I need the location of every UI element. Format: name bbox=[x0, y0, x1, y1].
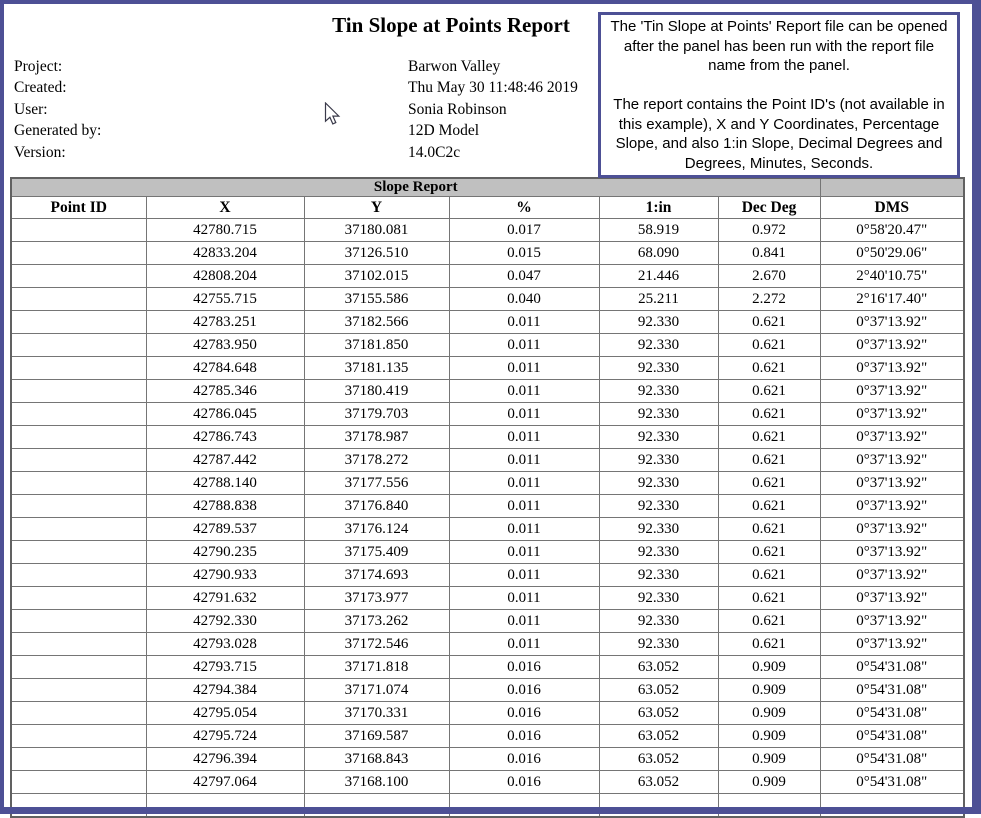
cell-dec_deg bbox=[718, 794, 820, 818]
cell-one_in: 25.211 bbox=[599, 288, 718, 311]
cell-dms: 0°54'31.08" bbox=[820, 748, 964, 771]
table-row bbox=[11, 449, 964, 472]
cell-dms: 0°37'13.92" bbox=[820, 334, 964, 357]
table-row bbox=[11, 357, 964, 380]
cell-dec_deg: 0.972 bbox=[718, 219, 820, 242]
table-row bbox=[11, 564, 964, 587]
cell-dms: 0°37'13.92" bbox=[820, 311, 964, 334]
cell-one_in: 92.330 bbox=[599, 633, 718, 656]
cell-one_in: 92.330 bbox=[599, 403, 718, 426]
table-row bbox=[11, 610, 964, 633]
cell-pct bbox=[449, 794, 599, 818]
cell-dec_deg: 0.621 bbox=[718, 403, 820, 426]
cell-y: 37181.135 bbox=[304, 357, 449, 380]
cell-dec_deg: 0.621 bbox=[718, 426, 820, 449]
cell-dms: 2°40'10.75" bbox=[820, 265, 964, 288]
cell-pct: 0.016 bbox=[449, 725, 599, 748]
table-row bbox=[11, 495, 964, 518]
cell-dms: 0°37'13.92" bbox=[820, 380, 964, 403]
table-row bbox=[11, 702, 964, 725]
cell-x: 42833.204 bbox=[146, 242, 304, 265]
column-header: Dec Deg bbox=[718, 197, 820, 219]
cell-dec_deg: 0.621 bbox=[718, 587, 820, 610]
cell-y: 37102.015 bbox=[304, 265, 449, 288]
cell-pct: 0.011 bbox=[449, 403, 599, 426]
table-row bbox=[11, 656, 964, 679]
cell-x: 42755.715 bbox=[146, 288, 304, 311]
cell-dms: 0°37'13.92" bbox=[820, 426, 964, 449]
cell-pct: 0.047 bbox=[449, 265, 599, 288]
table-row bbox=[11, 265, 964, 288]
cell-dms: 0°54'31.08" bbox=[820, 771, 964, 794]
cell-point_id bbox=[11, 748, 146, 771]
cell-point_id bbox=[11, 311, 146, 334]
cell-x bbox=[146, 794, 304, 818]
meta-row bbox=[14, 99, 578, 121]
cell-point_id bbox=[11, 610, 146, 633]
cell-dec_deg: 0.621 bbox=[718, 449, 820, 472]
table-row bbox=[11, 334, 964, 357]
cell-dms: 0°37'13.92" bbox=[820, 403, 964, 426]
cell-dms: 0°37'13.92" bbox=[820, 633, 964, 656]
cell-point_id bbox=[11, 288, 146, 311]
meta-value: Sonia Robinson bbox=[408, 100, 507, 118]
table-row bbox=[11, 794, 964, 818]
cell-one_in: 68.090 bbox=[599, 242, 718, 265]
cell-x: 42792.330 bbox=[146, 610, 304, 633]
cell-x: 42797.064 bbox=[146, 771, 304, 794]
cell-dms: 0°37'13.92" bbox=[820, 357, 964, 380]
cell-point_id bbox=[11, 725, 146, 748]
slope-report-table bbox=[10, 177, 965, 818]
meta-value: 14.0C2c bbox=[408, 143, 461, 161]
meta-row bbox=[14, 78, 578, 100]
cell-point_id bbox=[11, 334, 146, 357]
cell-y: 37176.124 bbox=[304, 518, 449, 541]
cell-point_id bbox=[11, 564, 146, 587]
cell-one_in bbox=[599, 794, 718, 818]
cell-x: 42788.140 bbox=[146, 472, 304, 495]
cell-dms: 0°37'13.92" bbox=[820, 472, 964, 495]
meta-row bbox=[14, 121, 578, 143]
cell-pct: 0.011 bbox=[449, 564, 599, 587]
cell-pct: 0.011 bbox=[449, 472, 599, 495]
table-row bbox=[11, 426, 964, 449]
table-row bbox=[11, 679, 964, 702]
cell-point_id bbox=[11, 541, 146, 564]
cell-dms: 0°50'29.06" bbox=[820, 242, 964, 265]
cell-x: 42786.045 bbox=[146, 403, 304, 426]
meta-row bbox=[14, 142, 578, 164]
cell-point_id bbox=[11, 656, 146, 679]
column-header: 1:in bbox=[599, 197, 718, 219]
cell-point_id bbox=[11, 587, 146, 610]
cell-dec_deg: 0.621 bbox=[718, 541, 820, 564]
note-paragraph-1: The 'Tin Slope at Points' Report file can be opened after the panel has been run with the report file name from the panel. bbox=[610, 18, 948, 74]
cell-point_id bbox=[11, 380, 146, 403]
table-row bbox=[11, 311, 964, 334]
meta-list bbox=[14, 56, 578, 164]
cell-one_in: 63.052 bbox=[599, 702, 718, 725]
cell-y: 37171.818 bbox=[304, 656, 449, 679]
table-row bbox=[11, 541, 964, 564]
cell-pct: 0.017 bbox=[449, 219, 599, 242]
cell-y: 37173.262 bbox=[304, 610, 449, 633]
cell-dec_deg: 0.621 bbox=[718, 495, 820, 518]
cell-dec_deg: 0.909 bbox=[718, 656, 820, 679]
cell-pct: 0.011 bbox=[449, 380, 599, 403]
table-row bbox=[11, 518, 964, 541]
cell-one_in: 92.330 bbox=[599, 334, 718, 357]
cell-point_id bbox=[11, 357, 146, 380]
cell-y: 37169.587 bbox=[304, 725, 449, 748]
meta-label: Generated by: bbox=[14, 122, 102, 140]
meta-label: User: bbox=[14, 100, 48, 118]
cell-dec_deg: 0.621 bbox=[718, 564, 820, 587]
cell-dec_deg: 0.621 bbox=[718, 518, 820, 541]
cell-y: 37178.272 bbox=[304, 449, 449, 472]
table-body bbox=[11, 219, 964, 818]
cell-x: 42789.537 bbox=[146, 518, 304, 541]
cell-y: 37175.409 bbox=[304, 541, 449, 564]
cell-one_in: 92.330 bbox=[599, 564, 718, 587]
cell-one_in: 92.330 bbox=[599, 472, 718, 495]
cell-point_id bbox=[11, 495, 146, 518]
cell-pct: 0.016 bbox=[449, 679, 599, 702]
meta-value: Thu May 30 11:48:46 2019 bbox=[408, 79, 578, 97]
cell-one_in: 63.052 bbox=[599, 679, 718, 702]
cell-one_in: 92.330 bbox=[599, 518, 718, 541]
cell-y: 37168.843 bbox=[304, 748, 449, 771]
cell-pct: 0.011 bbox=[449, 518, 599, 541]
table-row bbox=[11, 288, 964, 311]
cell-point_id bbox=[11, 633, 146, 656]
cell-point_id bbox=[11, 449, 146, 472]
cell-dms: 0°58'20.47" bbox=[820, 219, 964, 242]
column-header: X bbox=[146, 197, 304, 219]
cell-pct: 0.015 bbox=[449, 242, 599, 265]
cell-y: 37179.703 bbox=[304, 403, 449, 426]
cell-dec_deg: 0.909 bbox=[718, 771, 820, 794]
cell-dms: 0°37'13.92" bbox=[820, 518, 964, 541]
cell-one_in: 92.330 bbox=[599, 587, 718, 610]
note-paragraph-2: The report contains the Point ID's (not available in this example), X and Y Coordinates, Percentage Slope, and also 1:in Slope, Decimal Degrees and Degrees, Minutes, Seconds. bbox=[613, 96, 945, 172]
cell-pct: 0.016 bbox=[449, 702, 599, 725]
cell-x: 42790.933 bbox=[146, 564, 304, 587]
cell-dec_deg: 0.621 bbox=[718, 472, 820, 495]
cell-pct: 0.011 bbox=[449, 495, 599, 518]
cell-y: 37168.100 bbox=[304, 771, 449, 794]
cell-dms: 0°37'13.92" bbox=[820, 564, 964, 587]
cell-x: 42783.251 bbox=[146, 311, 304, 334]
cell-one_in: 92.330 bbox=[599, 449, 718, 472]
cell-dms bbox=[820, 794, 964, 818]
table-row bbox=[11, 771, 964, 794]
cell-y: 37176.840 bbox=[304, 495, 449, 518]
slope-report-band-end bbox=[820, 178, 964, 197]
cell-pct: 0.011 bbox=[449, 311, 599, 334]
cell-point_id bbox=[11, 403, 146, 426]
cell-dms: 0°37'13.92" bbox=[820, 610, 964, 633]
cell-y: 37170.331 bbox=[304, 702, 449, 725]
cell-one_in: 92.330 bbox=[599, 541, 718, 564]
cell-dec_deg: 0.909 bbox=[718, 748, 820, 771]
cell-x: 42784.648 bbox=[146, 357, 304, 380]
cell-x: 42790.235 bbox=[146, 541, 304, 564]
meta-label: Version: bbox=[14, 143, 66, 161]
column-header: DMS bbox=[820, 197, 964, 219]
cell-y: 37155.586 bbox=[304, 288, 449, 311]
cell-point_id bbox=[11, 426, 146, 449]
cell-one_in: 92.330 bbox=[599, 426, 718, 449]
cell-y: 37181.850 bbox=[304, 334, 449, 357]
column-header: % bbox=[449, 197, 599, 219]
cell-dec_deg: 0.621 bbox=[718, 311, 820, 334]
cell-point_id bbox=[11, 219, 146, 242]
meta-value: Barwon Valley bbox=[408, 57, 501, 75]
cell-dms: 0°37'13.92" bbox=[820, 541, 964, 564]
cell-dms: 0°37'13.92" bbox=[820, 495, 964, 518]
cell-y: 37180.081 bbox=[304, 219, 449, 242]
cell-dec_deg: 0.909 bbox=[718, 702, 820, 725]
cell-point_id bbox=[11, 771, 146, 794]
cell-y: 37178.987 bbox=[304, 426, 449, 449]
cell-dms: 0°37'13.92" bbox=[820, 587, 964, 610]
table-row bbox=[11, 748, 964, 771]
slope-report-band-title: Slope Report bbox=[11, 178, 820, 197]
cell-y: 37174.693 bbox=[304, 564, 449, 587]
cell-y: 37172.546 bbox=[304, 633, 449, 656]
cell-dec_deg: 0.621 bbox=[718, 610, 820, 633]
cell-one_in: 92.330 bbox=[599, 311, 718, 334]
cell-y: 37177.556 bbox=[304, 472, 449, 495]
cell-y: 37180.419 bbox=[304, 380, 449, 403]
cell-one_in: 92.330 bbox=[599, 380, 718, 403]
cell-pct: 0.011 bbox=[449, 426, 599, 449]
cell-point_id bbox=[11, 472, 146, 495]
cell-pct: 0.011 bbox=[449, 334, 599, 357]
cell-dms: 0°37'13.92" bbox=[820, 449, 964, 472]
table-row bbox=[11, 403, 964, 426]
cell-dec_deg: 0.621 bbox=[718, 334, 820, 357]
table-row bbox=[11, 472, 964, 495]
cell-dms: 0°54'31.08" bbox=[820, 679, 964, 702]
cell-dec_deg: 2.670 bbox=[718, 265, 820, 288]
cell-x: 42795.724 bbox=[146, 725, 304, 748]
cell-x: 42780.715 bbox=[146, 219, 304, 242]
cell-x: 42787.442 bbox=[146, 449, 304, 472]
page-title: Tin Slope at Points Report bbox=[332, 13, 570, 37]
band-row bbox=[11, 178, 964, 197]
meta-row bbox=[14, 56, 578, 78]
table-row bbox=[11, 633, 964, 656]
cell-dec_deg: 2.272 bbox=[718, 288, 820, 311]
table-row bbox=[11, 242, 964, 265]
cell-pct: 0.040 bbox=[449, 288, 599, 311]
cell-pct: 0.011 bbox=[449, 449, 599, 472]
cell-dms: 2°16'17.40" bbox=[820, 288, 964, 311]
cell-x: 42794.384 bbox=[146, 679, 304, 702]
cell-x: 42786.743 bbox=[146, 426, 304, 449]
mouse-cursor-icon bbox=[324, 102, 342, 128]
cell-dec_deg: 0.841 bbox=[718, 242, 820, 265]
cell-point_id bbox=[11, 679, 146, 702]
column-header: Point ID bbox=[11, 197, 146, 219]
cell-dms: 0°54'31.08" bbox=[820, 656, 964, 679]
cell-x: 42796.394 bbox=[146, 748, 304, 771]
cell-y: 37173.977 bbox=[304, 587, 449, 610]
cell-x: 42783.950 bbox=[146, 334, 304, 357]
cell-x: 42793.715 bbox=[146, 656, 304, 679]
column-header-row bbox=[11, 197, 964, 219]
cell-dec_deg: 0.909 bbox=[718, 679, 820, 702]
cell-x: 42793.028 bbox=[146, 633, 304, 656]
cell-y bbox=[304, 794, 449, 818]
cell-point_id bbox=[11, 702, 146, 725]
cell-one_in: 63.052 bbox=[599, 656, 718, 679]
table-row bbox=[11, 219, 964, 242]
cell-one_in: 21.446 bbox=[599, 265, 718, 288]
meta-value: 12D Model bbox=[408, 122, 480, 140]
table-row bbox=[11, 725, 964, 748]
cell-point_id bbox=[11, 794, 146, 818]
cell-point_id bbox=[11, 518, 146, 541]
cell-pct: 0.016 bbox=[449, 656, 599, 679]
cell-pct: 0.016 bbox=[449, 748, 599, 771]
cell-x: 42795.054 bbox=[146, 702, 304, 725]
cell-dms: 0°54'31.08" bbox=[820, 725, 964, 748]
column-header: Y bbox=[304, 197, 449, 219]
meta-label: Created: bbox=[14, 79, 67, 97]
cell-dec_deg: 0.621 bbox=[718, 633, 820, 656]
cell-x: 42791.632 bbox=[146, 587, 304, 610]
cell-one_in: 63.052 bbox=[599, 771, 718, 794]
cell-pct: 0.016 bbox=[449, 771, 599, 794]
cell-one_in: 63.052 bbox=[599, 748, 718, 771]
cell-x: 42808.204 bbox=[146, 265, 304, 288]
cell-x: 42785.346 bbox=[146, 380, 304, 403]
cell-point_id bbox=[11, 265, 146, 288]
meta-label: Project: bbox=[14, 57, 63, 75]
cell-one_in: 92.330 bbox=[599, 610, 718, 633]
cell-pct: 0.011 bbox=[449, 541, 599, 564]
cell-y: 37126.510 bbox=[304, 242, 449, 265]
cell-dms: 0°54'31.08" bbox=[820, 702, 964, 725]
cell-one_in: 92.330 bbox=[599, 495, 718, 518]
cell-pct: 0.011 bbox=[449, 610, 599, 633]
cell-dec_deg: 0.621 bbox=[718, 380, 820, 403]
table-row bbox=[11, 587, 964, 610]
note-box bbox=[598, 12, 960, 178]
cell-one_in: 92.330 bbox=[599, 357, 718, 380]
cell-dec_deg: 0.909 bbox=[718, 725, 820, 748]
cell-pct: 0.011 bbox=[449, 587, 599, 610]
cell-one_in: 58.919 bbox=[599, 219, 718, 242]
cell-x: 42788.838 bbox=[146, 495, 304, 518]
cell-y: 37171.074 bbox=[304, 679, 449, 702]
table-row bbox=[11, 380, 964, 403]
cell-point_id bbox=[11, 242, 146, 265]
cell-pct: 0.011 bbox=[449, 633, 599, 656]
cell-dec_deg: 0.621 bbox=[718, 357, 820, 380]
cell-y: 37182.566 bbox=[304, 311, 449, 334]
cell-one_in: 63.052 bbox=[599, 725, 718, 748]
cell-pct: 0.011 bbox=[449, 357, 599, 380]
